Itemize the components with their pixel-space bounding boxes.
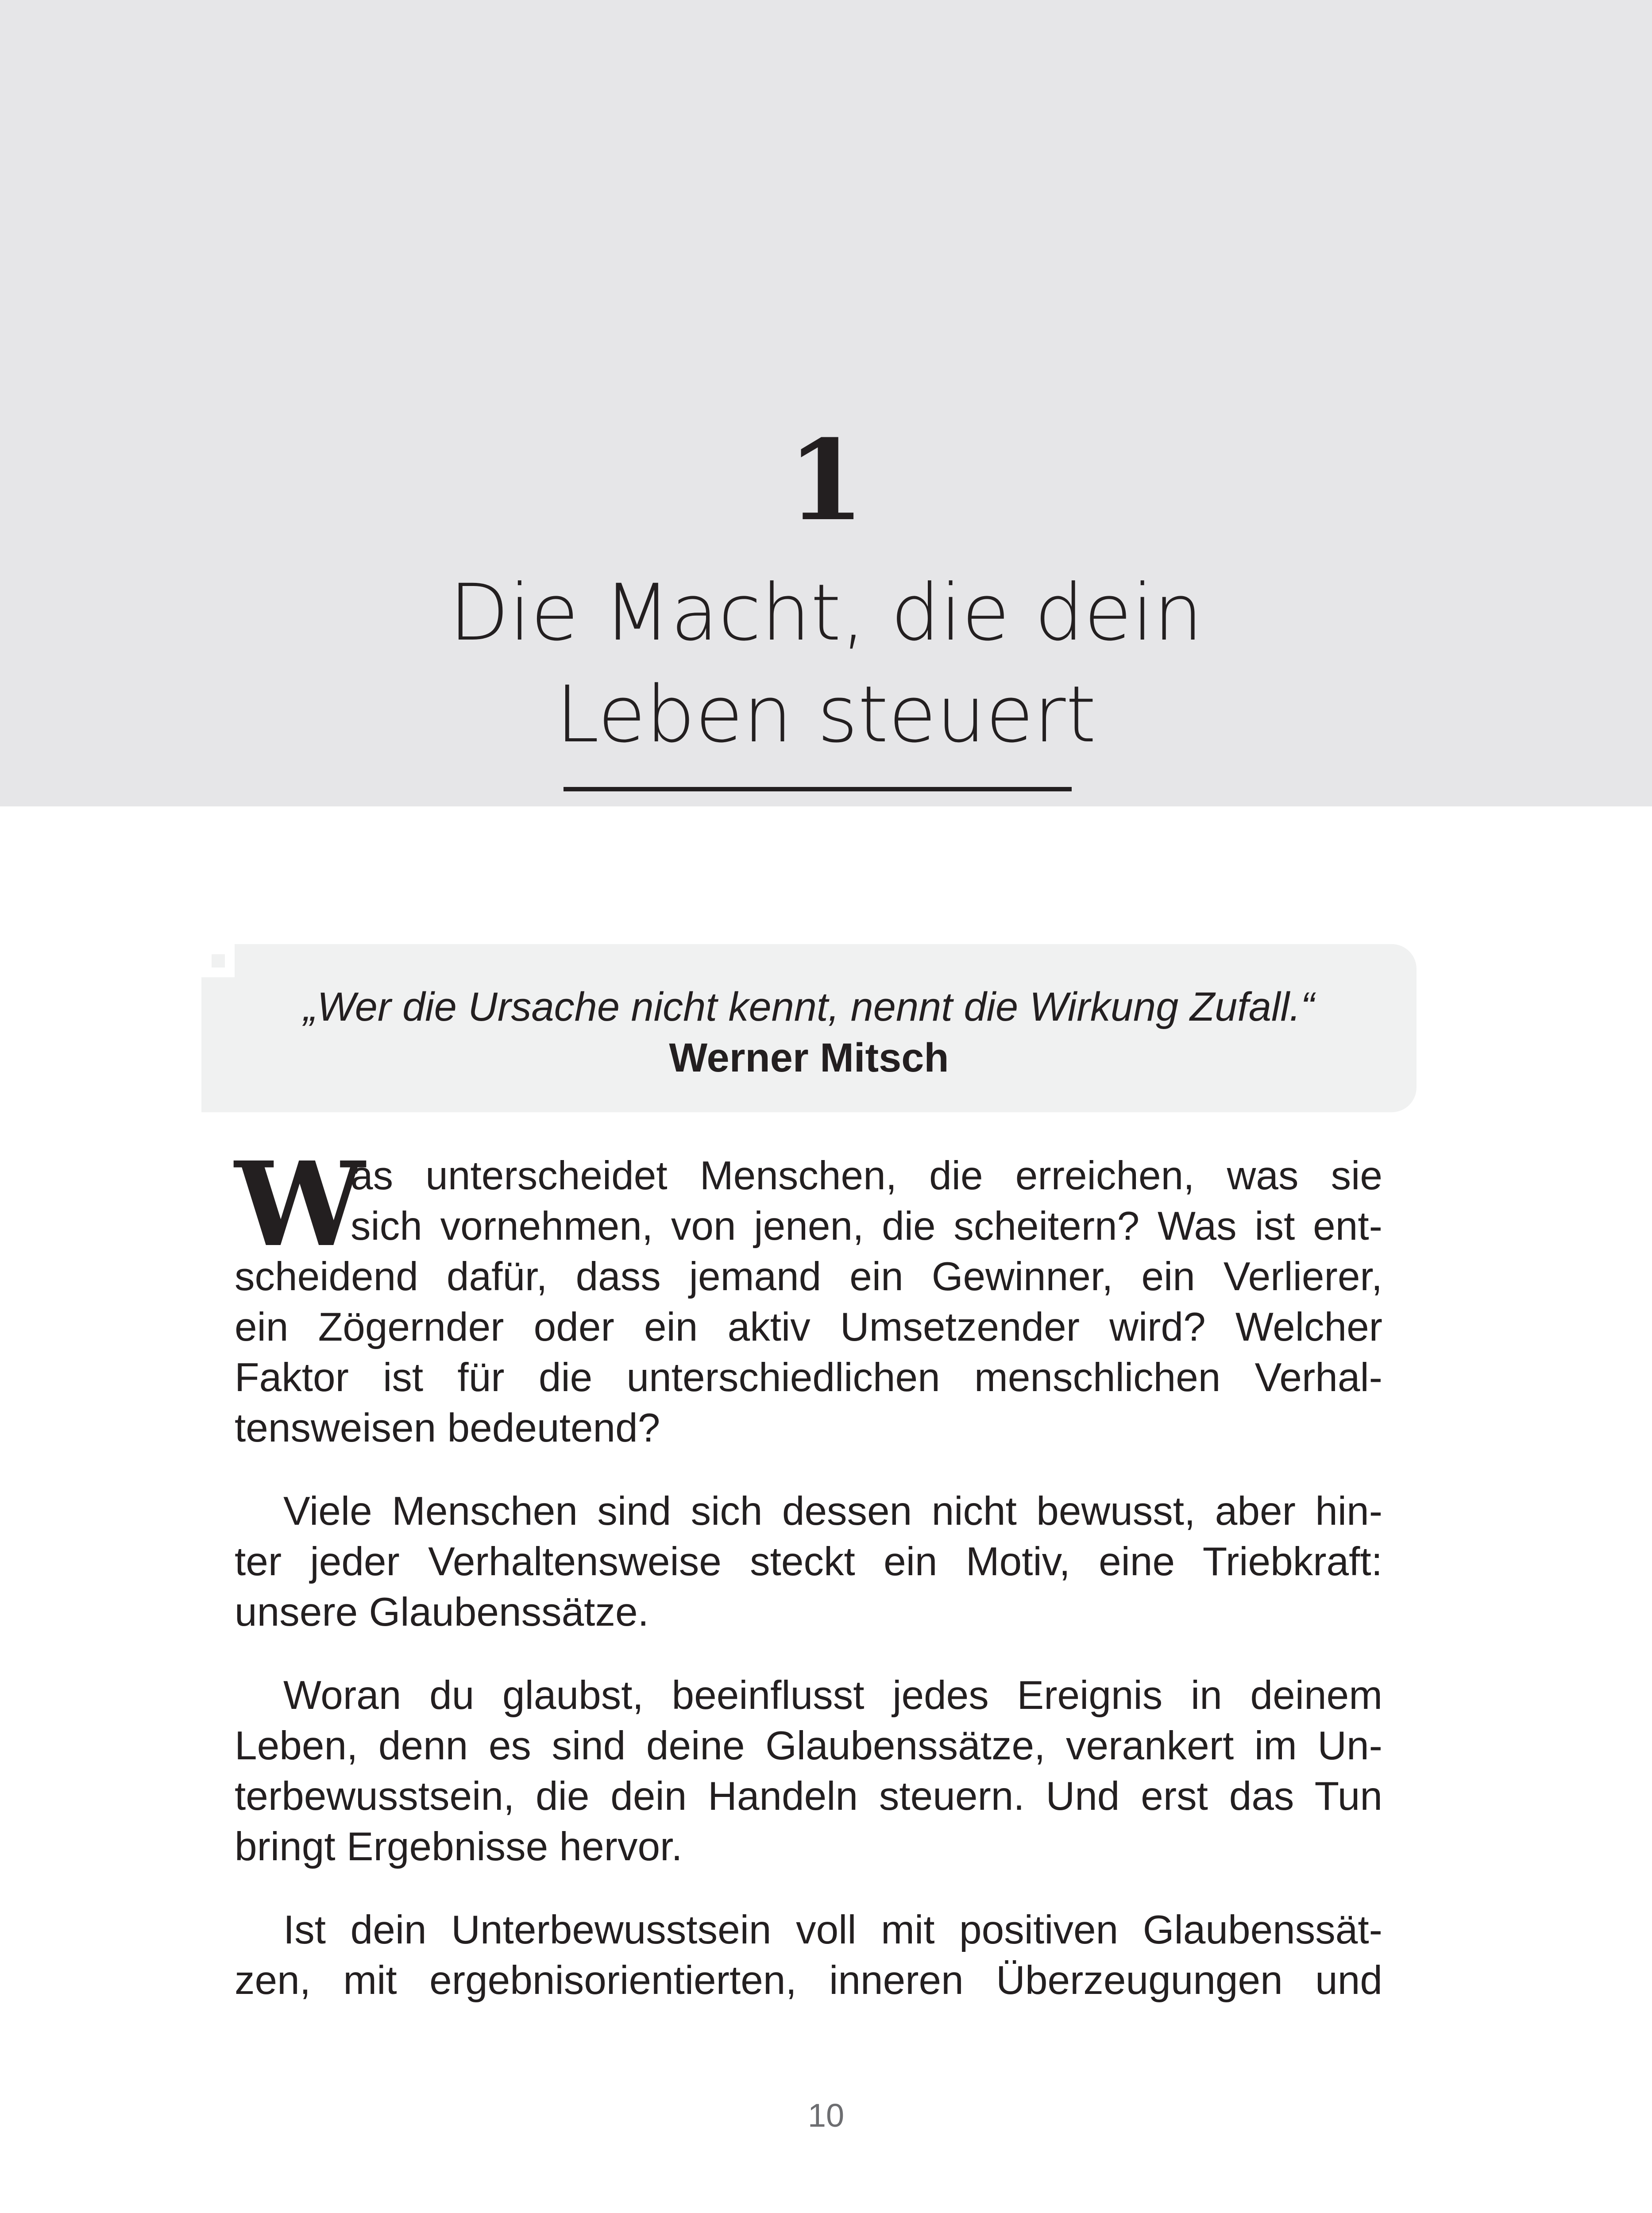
quote-box-corner-notch-inner [212,954,225,968]
page-number: 10 [807,2097,845,2134]
chapter-title-line-2: Leben steuert [556,669,1096,760]
text-line: bringt Ergebnisse hervor. [235,1824,683,1869]
text-line: unsere Glaubenssätze. [235,1590,649,1635]
text-line: Faktor ist für die unterschiedlichen menschlichen Verhal- [235,1355,1382,1400]
body-text [235,1151,1382,2006]
text-line: Leben, denn es sind deine Glaubenssätze, verankert im Un- [235,1723,1382,1768]
text-line: as unterscheidet Menschen, die erreichen, was sie [351,1153,1382,1198]
text-line: Woran du glaubst, beeinflusst jedes Ereignis in deinem [283,1673,1382,1718]
paragraph-1 [235,1151,1382,1453]
text-line: Viele Menschen sind sich dessen nicht bewusst, aber hin- [283,1489,1382,1534]
drop-cap: W [235,1136,365,1272]
text-line: Ist dein Unterbewusstsein voll mit positiven Glaubenssät- [283,1908,1382,1952]
text-line: scheidend dafür, dass jemand ein Gewinner, ein Verlierer, [235,1254,1382,1299]
text-line: tensweisen bedeutend? [235,1406,660,1450]
chapter-title-line-1: Die Macht, die dein [449,567,1203,658]
chapter-number: 1 [787,415,865,545]
text-line: sich vornehmen, von jenen, die scheitern? Was ist ent- [351,1204,1382,1249]
text-line: ein Zögernder oder ein aktiv Umsetzender wird? Welcher [235,1305,1382,1349]
chapter-title [0,562,1652,766]
epigraph-quote: „Wer die Ursache nicht kennt, nennt die Wirkung Zufall.“ [303,984,1315,1029]
paragraph-2 [235,1486,1382,1638]
title-underline [564,787,1072,791]
paragraph-4 [235,1905,1382,2006]
paragraph-3 [235,1670,1382,1872]
text-line: ter jeder Verhaltensweise steckt ein Motiv, eine Triebkraft: [235,1539,1382,1584]
text-line: terbewusstsein, die dein Handeln steuern. Und erst das Tun [235,1774,1382,1819]
epigraph-author: Werner Mitsch [669,1035,949,1080]
text-line: zen, mit ergebnisorientierten, inneren Überzeugungen und [235,1958,1382,2003]
